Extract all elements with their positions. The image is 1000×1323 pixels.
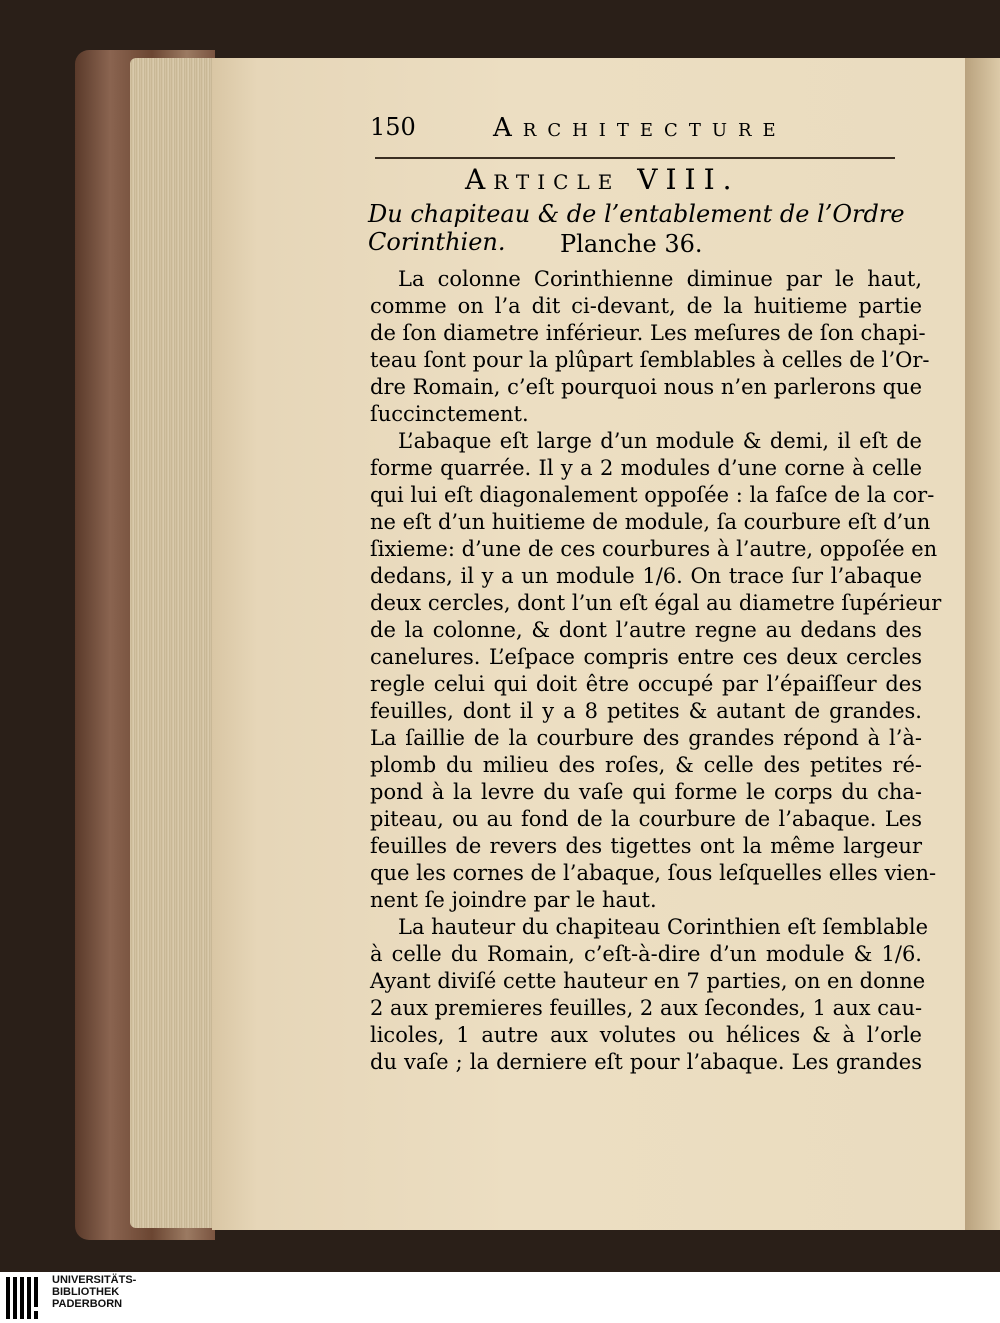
text-line: 2 aux premieres feuilles, 2 aux ſecondes, 1 aux cau- <box>370 996 923 1020</box>
text-line: du vaſe ; la derniere eſt pour l’abaque. Les grandes <box>370 1050 922 1074</box>
text-line: regle celui qui doit être occupé par l’épaiſſeur des <box>370 672 922 696</box>
text-line: teau ſont pour la plûpart ſemblables à celles de l’Or- <box>370 348 930 372</box>
text-line: L’abaque eſt large d’un module & demi, il eſt de <box>398 429 922 453</box>
text-line: pond à la levre du vaſe qui forme le corps du cha- <box>370 780 922 804</box>
text-line: dedans, il y a un module 1/6. On trace ſur l’abaque <box>370 564 922 588</box>
text-line: La ſaillie de la courbure des grandes répond à l’à- <box>370 726 922 750</box>
text-line: de ſon diametre inférieur. Les meſures de ſon chapi- <box>370 321 926 345</box>
paragraph-3 <box>370 914 929 1076</box>
paragraph-1 <box>370 266 930 428</box>
page-number: 150 <box>370 113 416 141</box>
text-line: à celle du Romain, c’eſt-à-dire d’un module & 1/6. <box>370 942 922 966</box>
article-title: Article VIII. <box>465 163 740 196</box>
logo-line: PADERBORN <box>52 1298 123 1310</box>
text-line: plomb du milieu des roſes, & celle des petites ré- <box>370 753 922 777</box>
text-line: canelures. L’eſpace compris entre ces deux cercles <box>370 645 922 669</box>
text-line: dre Romain, c’eſt pourquoi nous n’en parlerons que <box>370 375 922 399</box>
plate-reference: Planche 36. <box>560 230 703 258</box>
text-line: qui lui eſt diagonalement oppoſée : la faſce de la cor- <box>370 483 935 507</box>
logo-line: BIBLIOTHEK <box>52 1286 120 1298</box>
text-line: La colonne Corinthienne diminue par le haut, <box>398 267 922 291</box>
body-text <box>370 266 942 1076</box>
text-line: ſixieme: d’une de ces courbures à l’autre, oppoſée en <box>370 537 938 561</box>
text-line: piteau, ou au fond de la courbure de l’abaque. Les <box>370 807 922 831</box>
article-subtitle: Du chapiteau & de l’entablement de l’Ordre Corinthien. <box>368 200 905 256</box>
text-line: comme on l’a dit ci-devant, de la huitieme partie <box>370 294 922 318</box>
running-title: Architecture <box>493 113 787 143</box>
text-line: nent ſe joindre par le haut. <box>370 888 657 912</box>
text-line: ſuccinctement. <box>370 402 529 426</box>
page-edges <box>130 58 225 1228</box>
text-line: que les cornes de l’abaque, ſous leſquelles elles vien- <box>370 861 937 885</box>
library-footer <box>0 1272 1000 1323</box>
text-line: deux cercles, dont l’un eſt égal au diametre ſupérieur <box>370 591 942 615</box>
library-logo-icon <box>6 1277 46 1319</box>
paragraph-2 <box>370 428 942 914</box>
text-line: Ayant diviſé cette hauteur en 7 parties, on en donne <box>370 969 926 993</box>
library-logo-text <box>52 1274 136 1310</box>
text-line: forme quarrée. Il y a 2 modules d’une corne à celle <box>370 456 922 480</box>
text-line: de la colonne, & dont l’autre regne au dedans des <box>370 618 922 642</box>
text-line: feuilles de revers des tigettes ont la même largeur <box>370 834 922 858</box>
text-line: licoles, 1 autre aux volutes ou hélices & à l’orle <box>370 1023 922 1047</box>
logo-line: UNIVERSITÄTS- <box>52 1274 137 1286</box>
facing-page-edge <box>965 58 1000 1230</box>
header-rule <box>375 157 895 159</box>
text-line: ne eſt d’un huitieme de module, ſa courbure eſt d’un <box>370 510 931 534</box>
text-line: La hauteur du chapiteau Corinthien eſt ſemblable <box>398 915 929 939</box>
text-line: feuilles, dont il y a 8 petites & autant de grandes. <box>370 699 922 723</box>
